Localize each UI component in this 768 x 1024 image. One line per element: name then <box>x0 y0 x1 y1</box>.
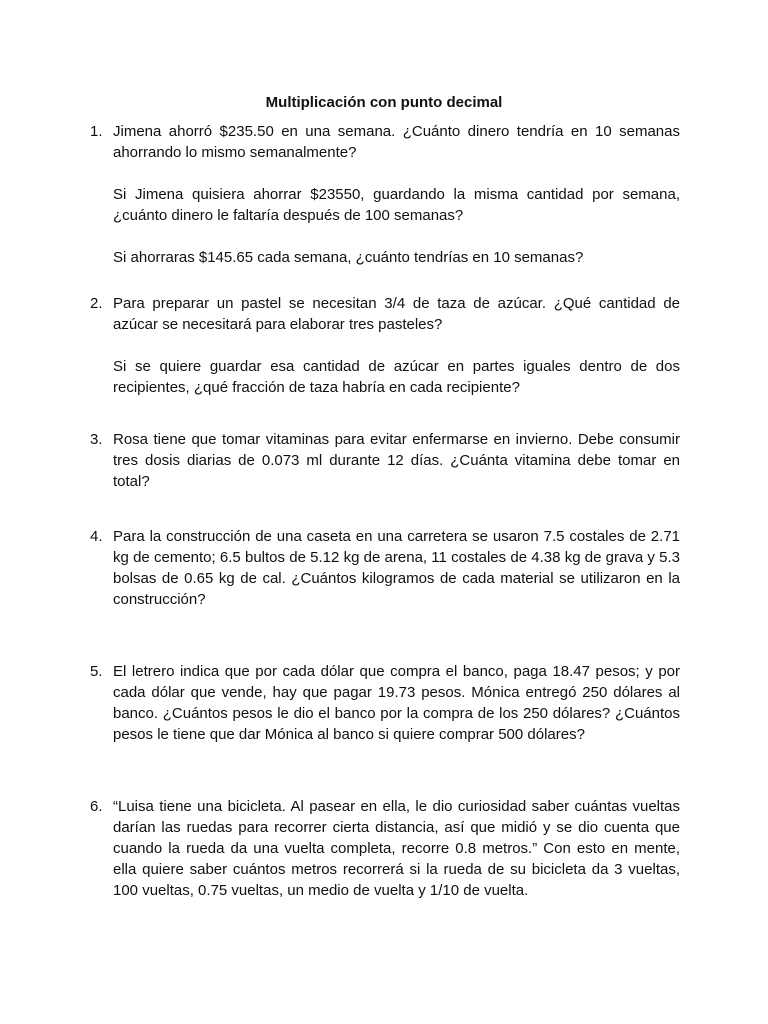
problem-number: 5. <box>90 663 103 680</box>
problem-paragraph: Para la construcción de una caseta en una carretera se usaron 7.5 costales de 2.71 kg de cemento; 6.5 bultos de 5.12 kg de arena, 11 costales de 4.38 kg de grava y 5.3 bolsas de 0.65 kg de cal. ¿Cuántos kilogramos de cada material se utilizaron en la construcción? <box>113 528 680 608</box>
problem-body <box>113 661 680 745</box>
problem-paragraph: Si ahorraras $145.65 cada semana, ¿cuánto tendrías en 10 semanas? <box>113 249 584 266</box>
problem-number: 1. <box>90 123 103 140</box>
problem-body <box>113 796 680 901</box>
problem-5 <box>90 661 680 745</box>
problem-paragraph: Jimena ahorró $235.50 en una semana. ¿Cuánto dinero tendría en 10 semanas ahorrando lo mismo semanalmente? <box>113 123 680 161</box>
problem-number: 3. <box>90 431 103 448</box>
problem-paragraph: El letrero indica que por cada dólar que compra el banco, paga 18.47 pesos; y por cada dólar que vende, hay que pagar 19.73 pesos. Mónica entregó 250 dólares al banco. ¿Cuántos pesos le dio el banco por la compra de los 250 dólares? ¿Cuántos pesos le tiene que dar Mónica al banco si quiere comprar 500 dólares? <box>113 663 680 743</box>
problem-number: 6. <box>90 798 103 815</box>
problem-body <box>113 293 680 398</box>
problem-body <box>113 429 680 492</box>
problem-paragraph: Si se quiere guardar esa cantidad de azúcar en partes iguales dentro de dos recipientes, ¿qué fracción de taza habría en cada recipiente? <box>113 358 680 396</box>
problem-paragraph: “Luisa tiene una bicicleta. Al pasear en ella, le dio curiosidad saber cuántas vueltas darían las ruedas para recorrer cierta distancia, así que midió y se dio cuenta que cuando la rueda da una vuelta completa, recorre 0.8 metros.” Con esto en mente, ella quiere saber cuántos metros recorrerá si la rueda de su bicicleta da 3 vueltas, 100 vueltas, 0.75 vueltas, un medio de vuelta y 1/10 de vuelta. <box>113 798 680 899</box>
problem-3 <box>90 429 680 492</box>
problem-6 <box>90 796 680 901</box>
problem-body <box>113 526 680 610</box>
problem-1 <box>90 121 680 268</box>
worksheet-title: Multiplicación con punto decimal <box>265 94 503 111</box>
problem-2 <box>90 293 680 398</box>
problem-paragraph: Rosa tiene que tomar vitaminas para evitar enfermarse en invierno. Debe consumir tres dosis diarias de 0.073 ml durante 12 días. ¿Cuánta vitamina debe tomar en total? <box>113 431 680 490</box>
problem-4 <box>90 526 680 610</box>
problem-paragraph: Para preparar un pastel se necesitan 3/4 de taza de azúcar. ¿Qué cantidad de azúcar se necesitará para elaborar tres pasteles? <box>113 295 680 333</box>
problem-paragraph: Si Jimena quisiera ahorrar $23550, guardando la misma cantidad por semana, ¿cuánto dinero le faltaría después de 100 semanas? <box>113 186 680 224</box>
problem-number: 4. <box>90 528 103 545</box>
problem-body <box>113 121 680 268</box>
problem-number: 2. <box>90 295 103 312</box>
